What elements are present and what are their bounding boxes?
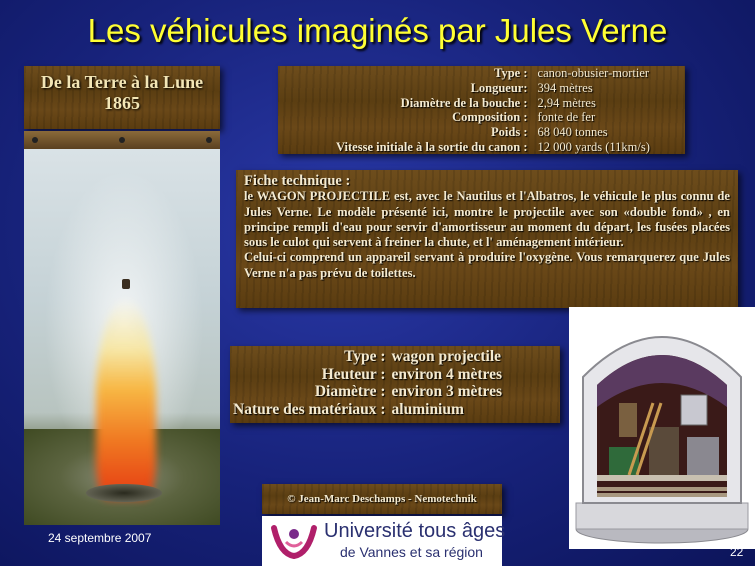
book-title-panel [24,66,220,129]
university-name: Université tous âges [324,520,506,542]
spec-label: Diamètre de la bouche : [400,95,528,110]
spec-value: fonte de fer [537,110,596,125]
spec-label: Diamètre : [314,383,386,400]
spec-row [278,81,685,96]
wagon-cutaway-illustration [569,307,755,549]
rivet-icon [32,137,38,143]
rivet-icon [206,137,212,143]
spec-value: 2,94 mètres [537,95,596,110]
cannon-launch-image [24,149,220,525]
cannon-specs-table [278,66,685,155]
spec-row [278,110,685,125]
spec-label: Composition : [452,110,528,125]
spec-row [233,366,502,384]
copyright-credit: © Jean-Marc Deschamps - Nemotechnik [262,484,502,514]
technical-sheet-heading: Fiche technique : [244,173,351,189]
spec-row [278,125,685,140]
spec-value: environ 3 mètres [391,383,503,400]
slide-number: 22 [730,545,744,559]
spec-value: aluminium [391,400,464,418]
wagon-projectile-image [569,307,755,549]
technical-sheet-paragraph: le WAGON PROJECTILE est, avec le Nautilus et l'Albatros, le véhicule le plus connu de Jules Verne. Le modèle présenté ici, montre le projectile avec son «double fond» , en principe rempli d'eau pour servir d'amortisseur au moment du départ, les fusées placées sous le culot qui servent à freiner la chute, et l' aménagement intérieur. [244,189,730,250]
book-year: 1865 [104,93,140,113]
rivet-strip [24,131,220,149]
technical-sheet-paragraph: Celui-ci comprend un appareil servant à produire l'oxygène. Vous remarquerez que Jules Verne n'a pas prévu de toilettes. [244,250,730,280]
spec-label: Nature des matériaux : [233,400,386,418]
spec-value: wagon projectile [391,348,502,365]
slide-date: 24 septembre 2007 [48,531,152,545]
cannon-mouth [86,484,162,502]
spec-value: 12 000 yards (11km/s) [537,139,650,154]
book-title: De la Terre à la Lune [40,72,204,92]
spec-row [233,401,502,419]
university-logo-icon [270,520,318,564]
spec-label: Poids : [491,125,528,140]
spec-row [233,383,502,401]
slide-title: Les véhicules imaginés par Jules Verne [87,12,668,49]
spec-label: Heuteur : [321,365,386,383]
wagon-specs-panel [230,346,560,423]
spec-row [278,66,685,81]
spec-value: canon-obusier-mortier [537,66,650,80]
spec-label: Vitesse initiale à la sortie du canon : [335,139,528,154]
technical-sheet-panel [236,170,738,308]
spec-value: 394 mètres [537,80,593,95]
projectile-icon [122,279,130,289]
spec-value: 68 040 tonnes [537,125,608,140]
spec-label: Longueur: [470,80,528,95]
spec-value: environ 4 mètres [391,365,503,383]
university-logo-banner [262,516,506,566]
spec-row [233,348,502,366]
spec-label: Type : [494,66,528,80]
spec-row [278,140,685,155]
cannon-specs-panel [278,66,685,154]
university-subtitle: de Vannes et sa région [340,544,483,560]
spec-row [278,96,685,111]
rivet-icon [119,137,125,143]
spec-label: Type : [344,348,386,365]
fire-plume [96,299,156,499]
wagon-specs-table [233,348,502,418]
